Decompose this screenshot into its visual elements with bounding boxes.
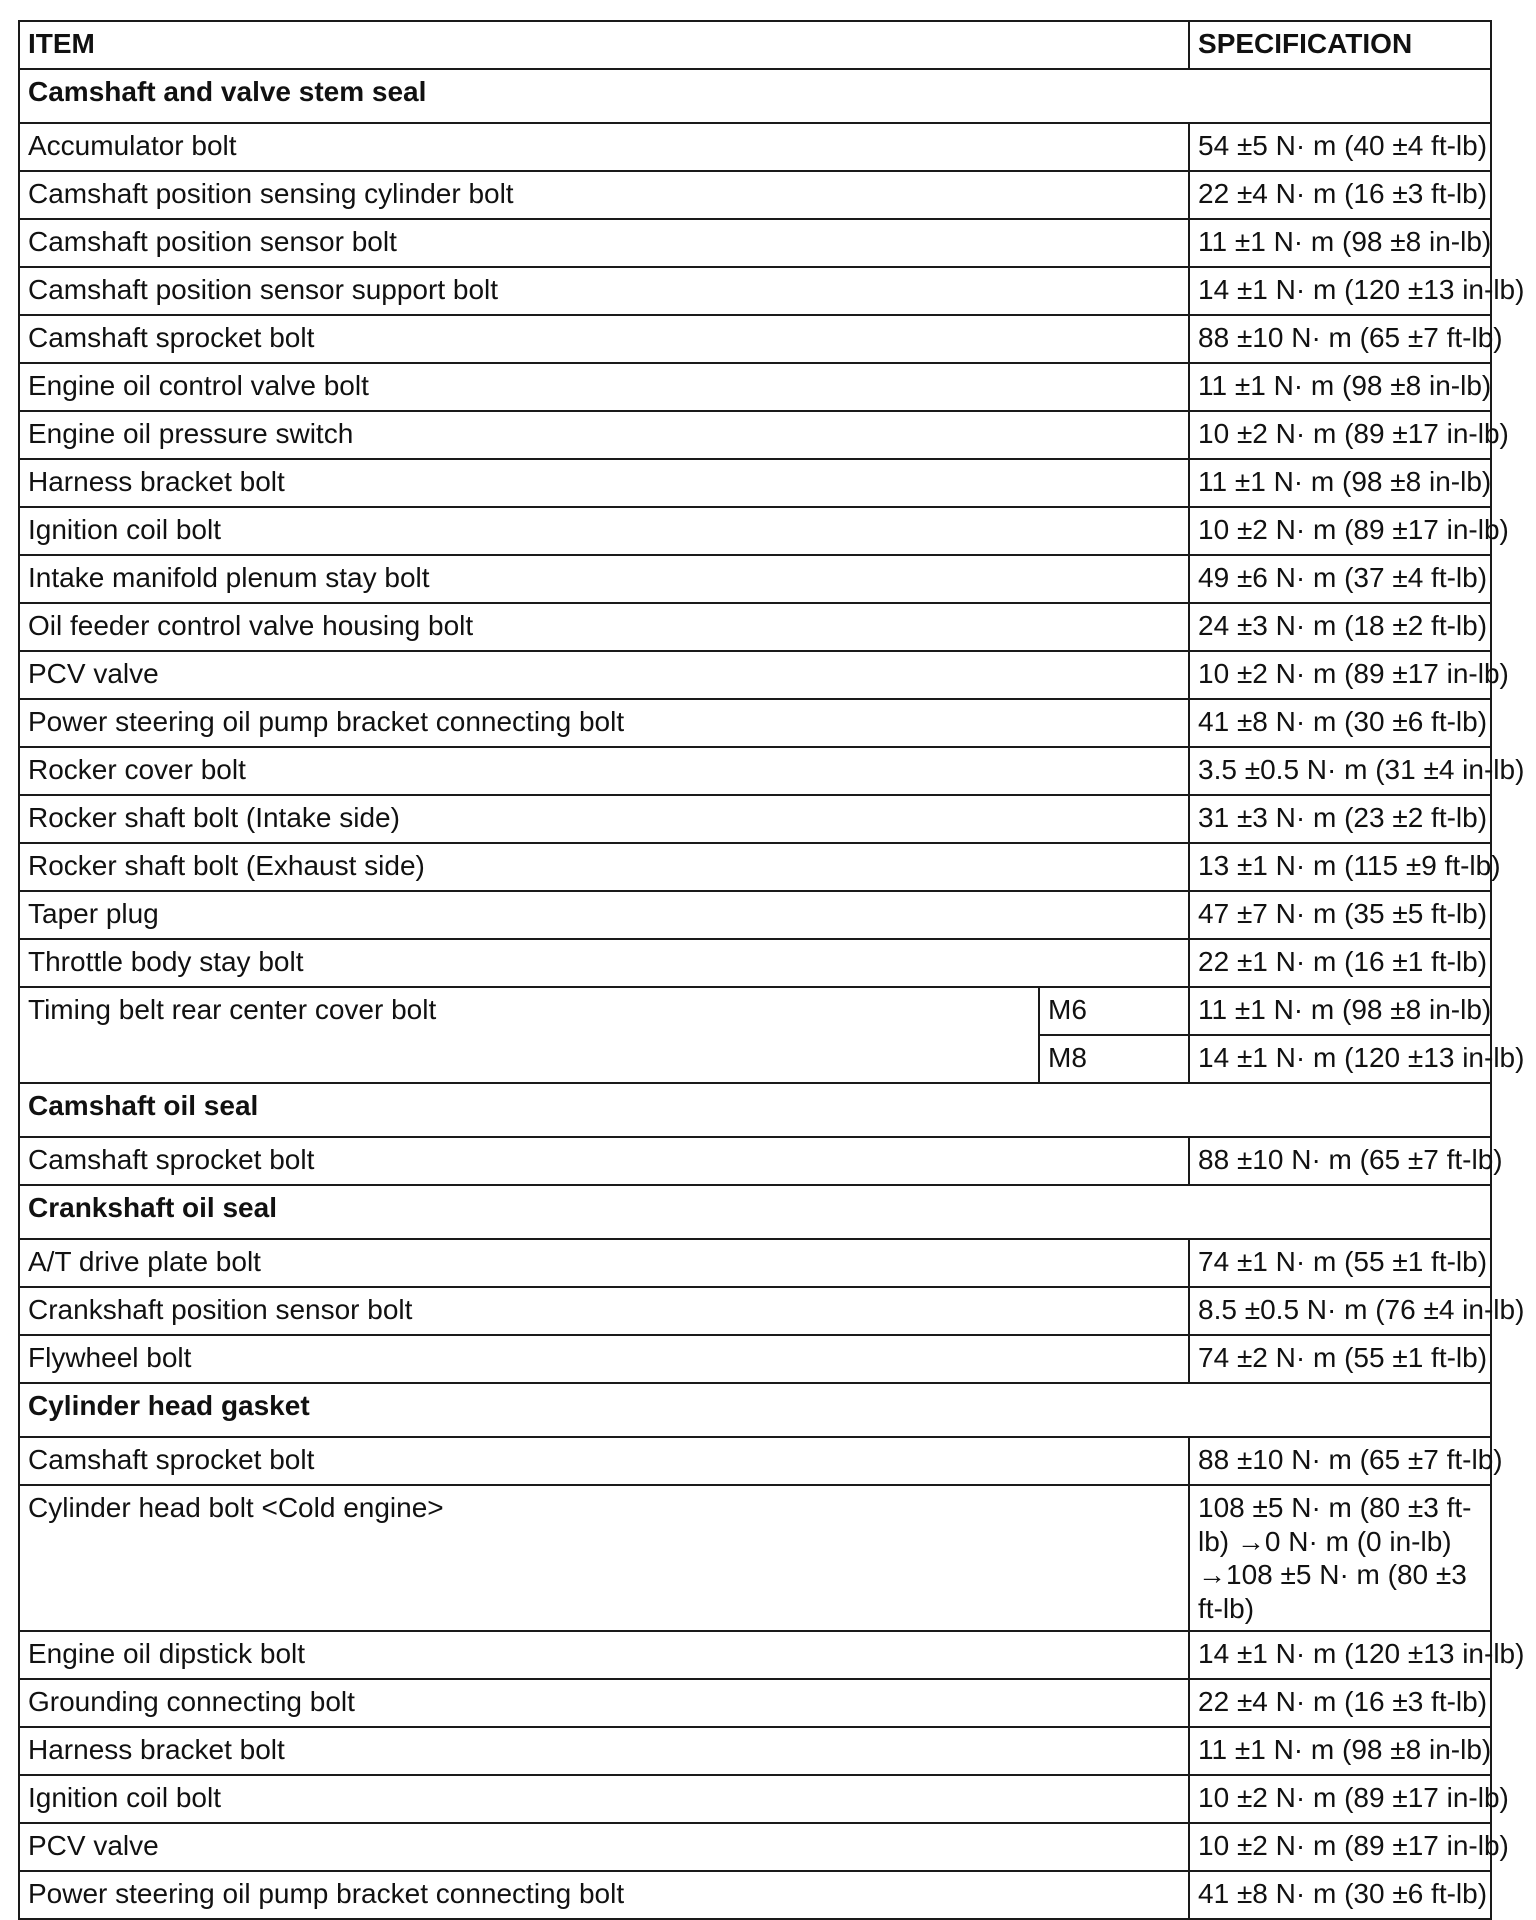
table-row xyxy=(19,1823,1491,1871)
spec-cell: 3.5 ±0.5 N· m (31 ±4 in-lb) xyxy=(1189,747,1491,795)
table-row xyxy=(19,411,1491,459)
item-cell: Camshaft sprocket bolt xyxy=(19,315,1189,363)
spec-cell: 49 ±6 N· m (37 ±4 ft-lb) xyxy=(1189,555,1491,603)
spec-cell: 11 ±1 N· m (98 ±8 in-lb) xyxy=(1189,1727,1491,1775)
table-row xyxy=(19,267,1491,315)
table-row xyxy=(19,1137,1491,1185)
spec-cell: 14 ±1 N· m (120 ±13 in-lb) xyxy=(1189,1035,1491,1083)
item-cell: Accumulator bolt xyxy=(19,123,1189,171)
spec-cell: 11 ±1 N· m (98 ±8 in-lb) xyxy=(1189,363,1491,411)
table-row xyxy=(19,699,1491,747)
section-title: Cylinder head gasket xyxy=(19,1383,1491,1437)
item-cell: Camshaft sprocket bolt xyxy=(19,1437,1189,1485)
item-cell: Timing belt rear center cover bolt xyxy=(19,987,1039,1083)
header-row xyxy=(19,21,1491,69)
spec-cell: 14 ±1 N· m (120 ±13 in-lb) xyxy=(1189,267,1491,315)
table-row xyxy=(19,1437,1491,1485)
spec-cell: 22 ±4 N· m (16 ±3 ft-lb) xyxy=(1189,171,1491,219)
table-row xyxy=(19,1485,1491,1631)
item-cell: Harness bracket bolt xyxy=(19,459,1189,507)
header-item: ITEM xyxy=(19,21,1189,69)
table-row xyxy=(19,171,1491,219)
spec-cell: 22 ±4 N· m (16 ±3 ft-lb) xyxy=(1189,1679,1491,1727)
item-cell: Camshaft position sensor support bolt xyxy=(19,267,1189,315)
header-specification: SPECIFICATION xyxy=(1189,21,1491,69)
section-row xyxy=(19,69,1491,123)
item-cell: Camshaft position sensing cylinder bolt xyxy=(19,171,1189,219)
table-row xyxy=(19,1239,1491,1287)
section-row xyxy=(19,1083,1491,1137)
spec-cell: 88 ±10 N· m (65 ±7 ft-lb) xyxy=(1189,1437,1491,1485)
spec-cell: 108 ±5 N· m (80 ±3 ft-lb) →0 N· m (0 in-lb) →108 ±5 N· m (80 ±3 ft-lb) xyxy=(1189,1485,1491,1631)
item-cell: Rocker shaft bolt (Exhaust side) xyxy=(19,843,1189,891)
spec-cell: 74 ±1 N· m (55 ±1 ft-lb) xyxy=(1189,1239,1491,1287)
table-row xyxy=(19,1335,1491,1383)
item-cell: Engine oil control valve bolt xyxy=(19,363,1189,411)
spec-cell: 31 ±3 N· m (23 ±2 ft-lb) xyxy=(1189,795,1491,843)
item-cell: Taper plug xyxy=(19,891,1189,939)
spec-cell: 11 ±1 N· m (98 ±8 in-lb) xyxy=(1189,987,1491,1035)
table-row xyxy=(19,555,1491,603)
spec-cell: 11 ±1 N· m (98 ±8 in-lb) xyxy=(1189,219,1491,267)
item-cell: Power steering oil pump bracket connecting bolt xyxy=(19,1871,1189,1919)
item-cell: PCV valve xyxy=(19,651,1189,699)
item-cell: Crankshaft position sensor bolt xyxy=(19,1287,1189,1335)
item-cell: Camshaft sprocket bolt xyxy=(19,1137,1189,1185)
spec-cell: 10 ±2 N· m (89 ±17 in-lb) xyxy=(1189,507,1491,555)
spec-cell: 10 ±2 N· m (89 ±17 in-lb) xyxy=(1189,1823,1491,1871)
item-cell: Oil feeder control valve housing bolt xyxy=(19,603,1189,651)
item-cell: Throttle body stay bolt xyxy=(19,939,1189,987)
spec-cell: 88 ±10 N· m (65 ±7 ft-lb) xyxy=(1189,1137,1491,1185)
size-cell: M8 xyxy=(1039,1035,1189,1083)
table-row xyxy=(19,1679,1491,1727)
table-row xyxy=(19,747,1491,795)
table-row xyxy=(19,603,1491,651)
table-row xyxy=(19,939,1491,987)
table-row xyxy=(19,123,1491,171)
section-title: Crankshaft oil seal xyxy=(19,1185,1491,1239)
table-row xyxy=(19,795,1491,843)
table-row xyxy=(19,843,1491,891)
spec-cell: 22 ±1 N· m (16 ±1 ft-lb) xyxy=(1189,939,1491,987)
item-cell: PCV valve xyxy=(19,1823,1189,1871)
table-row xyxy=(19,219,1491,267)
item-cell: Engine oil pressure switch xyxy=(19,411,1189,459)
size-cell: M6 xyxy=(1039,987,1189,1035)
table-row xyxy=(19,1775,1491,1823)
table-row xyxy=(19,459,1491,507)
item-cell: Rocker cover bolt xyxy=(19,747,1189,795)
spec-cell: 10 ±2 N· m (89 ±17 in-lb) xyxy=(1189,411,1491,459)
item-cell: Engine oil dipstick bolt xyxy=(19,1631,1189,1679)
spec-cell: 10 ±2 N· m (89 ±17 in-lb) xyxy=(1189,1775,1491,1823)
section-title: Camshaft oil seal xyxy=(19,1083,1491,1137)
table-row xyxy=(19,1871,1491,1919)
table-row xyxy=(19,363,1491,411)
spec-cell: 8.5 ±0.5 N· m (76 ±4 in-lb) xyxy=(1189,1287,1491,1335)
item-cell: Ignition coil bolt xyxy=(19,1775,1189,1823)
item-cell: Ignition coil bolt xyxy=(19,507,1189,555)
table-row xyxy=(19,315,1491,363)
item-cell: A/T drive plate bolt xyxy=(19,1239,1189,1287)
spec-cell: 14 ±1 N· m (120 ±13 in-lb) xyxy=(1189,1631,1491,1679)
spec-cell: 10 ±2 N· m (89 ±17 in-lb) xyxy=(1189,651,1491,699)
item-cell: Cylinder head bolt <Cold engine> xyxy=(19,1485,1189,1631)
item-cell: Power steering oil pump bracket connecting bolt xyxy=(19,699,1189,747)
item-cell: Harness bracket bolt xyxy=(19,1727,1189,1775)
spec-cell: 41 ±8 N· m (30 ±6 ft-lb) xyxy=(1189,699,1491,747)
item-cell: Camshaft position sensor bolt xyxy=(19,219,1189,267)
table-row xyxy=(19,1287,1491,1335)
item-cell: Flywheel bolt xyxy=(19,1335,1189,1383)
table-row xyxy=(19,987,1491,1035)
spec-cell: 88 ±10 N· m (65 ±7 ft-lb) xyxy=(1189,315,1491,363)
section-row xyxy=(19,1185,1491,1239)
table-row xyxy=(19,651,1491,699)
spec-cell: 54 ±5 N· m (40 ±4 ft-lb) xyxy=(1189,123,1491,171)
table-row xyxy=(19,891,1491,939)
item-cell: Rocker shaft bolt (Intake side) xyxy=(19,795,1189,843)
table-row xyxy=(19,507,1491,555)
section-title: Camshaft and valve stem seal xyxy=(19,69,1491,123)
spec-cell: 24 ±3 N· m (18 ±2 ft-lb) xyxy=(1189,603,1491,651)
torque-spec-table xyxy=(18,20,1525,1920)
spec-cell: 47 ±7 N· m (35 ±5 ft-lb) xyxy=(1189,891,1491,939)
item-cell: Grounding connecting bolt xyxy=(19,1679,1189,1727)
section-row xyxy=(19,1383,1491,1437)
spec-cell: 11 ±1 N· m (98 ±8 in-lb) xyxy=(1189,459,1491,507)
spec-cell: 74 ±2 N· m (55 ±1 ft-lb) xyxy=(1189,1335,1491,1383)
spec-cell: 41 ±8 N· m (30 ±6 ft-lb) xyxy=(1189,1871,1491,1919)
table-row xyxy=(19,1631,1491,1679)
item-cell: Intake manifold plenum stay bolt xyxy=(19,555,1189,603)
table-row xyxy=(19,1727,1491,1775)
spec-cell: 13 ±1 N· m (115 ±9 ft-lb) xyxy=(1189,843,1491,891)
